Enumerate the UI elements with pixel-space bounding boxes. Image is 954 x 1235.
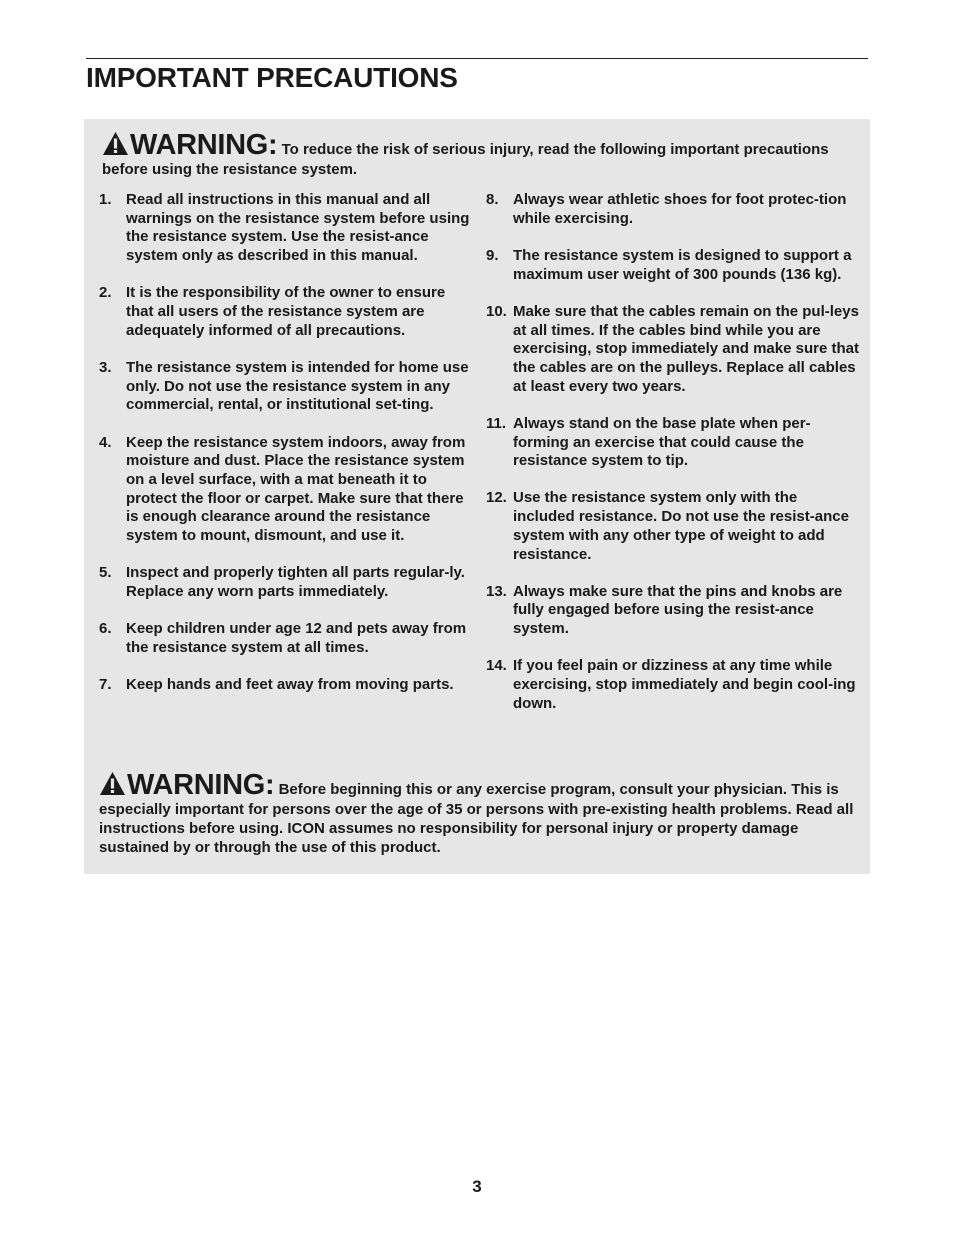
- page-title: IMPORTANT PRECAUTIONS: [86, 62, 458, 93]
- precaution-item: [486, 247, 862, 284]
- precaution-number: 1.: [99, 191, 112, 208]
- precautions-list-left: [99, 191, 471, 695]
- warning-top: [102, 130, 862, 179]
- precaution-item: [99, 564, 471, 601]
- precaution-text: Inspect and properly tighten all parts regular-ly. Replace any worn parts immediately.: [126, 564, 465, 600]
- precaution-item: [486, 191, 862, 228]
- precaution-text: Always make sure that the pins and knobs are fully engaged before using the resist-ance system.: [513, 582, 843, 638]
- precaution-number: 10.: [486, 302, 507, 320]
- precaution-text: Keep children under age 12 and pets away from the resistance system at all times.: [126, 620, 467, 656]
- precaution-number: 6.: [99, 620, 112, 638]
- precaution-text: Read all instructions in this manual and all warnings on the resistance system before using the resistance system. Use the resist-ance system only as described in this manual.: [126, 191, 470, 265]
- precaution-text: It is the responsibility of the owner to ensure that all users of the resistance system are adequately informed of all precautions.: [126, 284, 446, 339]
- precaution-number: 5.: [99, 564, 112, 582]
- precaution-number: 7.: [99, 676, 112, 694]
- precaution-number: 12.: [486, 489, 507, 507]
- page-number: 3: [472, 1177, 482, 1196]
- precaution-text: The resistance system is intended for home use only. Do not use the resistance system in any commercial, rental, or institutional set-ting.: [126, 358, 469, 414]
- precaution-text: Keep hands and feet away from moving parts.: [126, 676, 454, 694]
- precaution-number: 3.: [99, 358, 112, 376]
- precaution-text: Always stand on the base plate when per-forming an exercise that could cause the resistance system to tip.: [513, 414, 811, 470]
- precaution-item: [99, 191, 471, 266]
- precaution-number: 4.: [99, 433, 112, 451]
- precaution-text: Always wear athletic shoes for foot protec-tion while exercising.: [513, 191, 847, 227]
- warning-triangle-icon: [102, 131, 129, 156]
- warning-text: To reduce the risk of serious injury, read the following important precautions before using the resistance system.: [102, 141, 829, 178]
- warning-bottom: [99, 770, 861, 857]
- precaution-number: 9.: [486, 246, 499, 264]
- precaution-number: 2.: [99, 284, 112, 302]
- precaution-item: [99, 620, 471, 657]
- precautions-list-right: [486, 191, 862, 713]
- precaution-item: [99, 434, 471, 546]
- precaution-number: 11.: [486, 414, 507, 432]
- warning-label: WARNING:: [127, 769, 275, 801]
- precaution-item: [99, 284, 471, 340]
- precaution-text: Use the resistance system only with the included resistance. Do not use the resist-ance system with any other type of weight to add resistance.: [513, 489, 849, 563]
- precaution-number: 14.: [486, 657, 507, 675]
- precautions-column-right: [486, 191, 862, 732]
- precaution-item: [99, 676, 471, 695]
- warning-text: Before beginning this or any exercise program, consult your physician. This is especially important for persons over the age of 35 or persons with pre-existing health problems. Read all instructions before using. ICON assumes no responsibility for personal injury or property damage sustained by or through the use of this product.: [99, 781, 854, 856]
- precaution-item: [486, 489, 862, 564]
- precautions-panel: [84, 119, 870, 874]
- warning-label: WARNING:: [130, 129, 278, 161]
- precaution-item: [99, 359, 471, 415]
- precaution-text: If you feel pain or dizziness at any time while exercising, stop immediately and begin cool-ing down.: [513, 657, 856, 712]
- precaution-item: [486, 657, 862, 713]
- precaution-text: The resistance system is designed to support a maximum user weight of 300 pounds (136 kg).: [513, 246, 852, 283]
- warning-triangle-icon: [99, 771, 126, 796]
- precaution-text: Keep the resistance system indoors, away from moisture and dust. Place the resistance system on a level surface, with a mat beneath it to protect the floor or carpet. Make sure that there is enough clearance around the resistance system to mount, dismount, and use it.: [126, 433, 466, 545]
- precaution-text: Make sure that the cables remain on the pul-leys at all times. If the cables bind while you are exercising, stop immediately and make sure that the cables are on the pulleys. Replace all cables at least every two years.: [513, 302, 859, 395]
- header-rule: [86, 58, 868, 59]
- precautions-column-left: [99, 191, 471, 713]
- precaution-number: 13.: [486, 582, 507, 600]
- precaution-item: [486, 583, 862, 639]
- precaution-number: 8.: [486, 191, 499, 208]
- precaution-item: [486, 303, 862, 397]
- precaution-item: [486, 415, 862, 471]
